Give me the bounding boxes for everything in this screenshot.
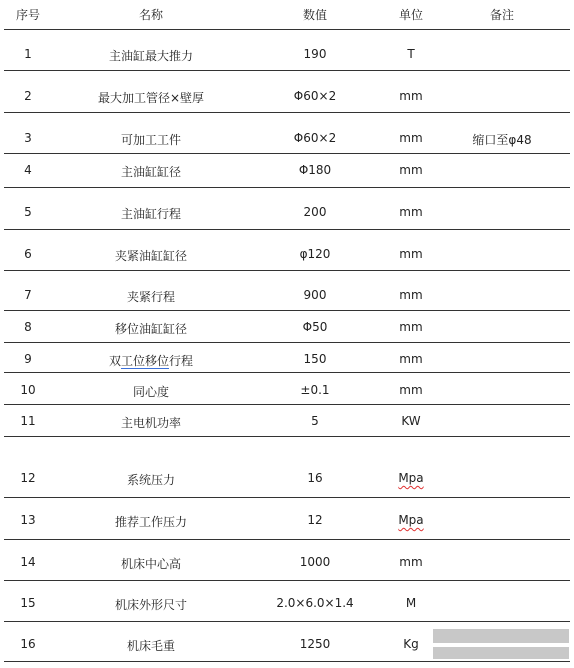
row-name: 主油缸缸径: [120, 165, 181, 179]
row-number: 4: [24, 163, 32, 177]
row-name: 主油缸最大推力: [108, 49, 193, 63]
row-name: 双工位移位行程: [108, 354, 194, 368]
table-rule: [4, 112, 570, 113]
row-unit: mm: [399, 131, 423, 145]
row-value: 5: [311, 414, 319, 428]
table-rule: [4, 372, 570, 373]
row-number: 7: [24, 288, 32, 302]
row-value: 900: [303, 288, 327, 302]
row-number: 3: [24, 131, 32, 145]
row-unit: mm: [399, 320, 423, 334]
table-rule: [4, 70, 570, 71]
row-value: 1000: [299, 555, 331, 569]
row-unit: mm: [399, 383, 423, 397]
row-name: 同心度: [132, 385, 169, 399]
row-unit: mm: [399, 288, 423, 302]
row-value: 190: [303, 47, 327, 61]
table-rule: [4, 270, 570, 271]
row-unit: Mpa: [398, 471, 424, 485]
table-rule: [4, 497, 570, 498]
row-unit: mm: [399, 163, 423, 177]
row-number: 15: [20, 596, 36, 610]
table-rule: [4, 539, 570, 540]
row-name: 主油缸行程: [120, 207, 181, 221]
row-number: 6: [24, 247, 32, 261]
table-rule: [4, 621, 570, 622]
row-name: 主电机功率: [120, 416, 181, 430]
row-unit: Mpa: [398, 513, 424, 527]
header-name: 名称: [138, 8, 163, 22]
row-value: 16: [307, 471, 323, 485]
table-rule: [4, 404, 570, 405]
row-number: 14: [20, 555, 36, 569]
row-number: 12: [20, 471, 36, 485]
row-unit: mm: [399, 247, 423, 261]
row-number: 1: [24, 47, 32, 61]
row-value: ±0.1: [300, 383, 330, 397]
grey-highlight-bar: [433, 629, 569, 643]
row-unit: Kg: [403, 637, 419, 651]
header-value: 数值: [302, 8, 327, 22]
row-name: 机床毛重: [126, 639, 175, 653]
row-name: 移位油缸缸径: [114, 322, 187, 336]
row-number: 2: [24, 89, 32, 103]
row-unit: KW: [401, 414, 421, 428]
row-value: φ120: [299, 247, 331, 261]
row-unit: M: [405, 596, 417, 610]
header-no: 序号: [15, 8, 40, 22]
row-unit: T: [407, 47, 415, 61]
row-unit: mm: [399, 352, 423, 366]
row-number: 11: [20, 414, 36, 428]
row-value: Φ60×2: [293, 89, 337, 103]
row-unit: mm: [399, 555, 423, 569]
row-value: 200: [303, 205, 327, 219]
row-number: 13: [20, 513, 36, 527]
row-name: 机床外形尺寸: [114, 598, 187, 612]
grey-highlight-bar: [433, 647, 569, 659]
row-value: Φ180: [298, 163, 332, 177]
row-value: 150: [303, 352, 327, 366]
table-rule: [4, 229, 570, 230]
table-rule: [4, 661, 570, 662]
row-name: 夹紧油缸缸径: [114, 249, 187, 263]
row-name: 推荐工作压力: [114, 515, 187, 529]
row-number: 5: [24, 205, 32, 219]
table-rule: [4, 342, 570, 343]
header-note: 备注: [489, 8, 514, 22]
table-rule: [4, 580, 570, 581]
table-rule: [4, 187, 570, 188]
row-note: 缩口至φ48: [472, 133, 532, 147]
row-value: 12: [307, 513, 323, 527]
row-unit: mm: [399, 89, 423, 103]
row-number: 10: [20, 383, 36, 397]
row-name: 机床中心高: [120, 557, 181, 571]
header-unit: 单位: [398, 8, 423, 22]
row-name: 最大加工管径×壁厚: [97, 91, 205, 105]
row-unit: mm: [399, 205, 423, 219]
row-number: 9: [24, 352, 32, 366]
row-number: 16: [20, 637, 36, 651]
table-rule: [4, 310, 570, 311]
row-number: 8: [24, 320, 32, 334]
table-rule: [4, 153, 570, 154]
row-name: 夹紧行程: [126, 290, 175, 304]
table-rule: [4, 436, 570, 437]
row-value: 1250: [299, 637, 331, 651]
row-value: Φ60×2: [293, 131, 337, 145]
row-name: 系统压力: [126, 473, 175, 487]
row-name: 可加工工件: [120, 133, 181, 147]
table-rule: [4, 29, 570, 30]
row-value: 2.0×6.0×1.4: [276, 596, 354, 610]
row-value: Φ50: [302, 320, 328, 334]
